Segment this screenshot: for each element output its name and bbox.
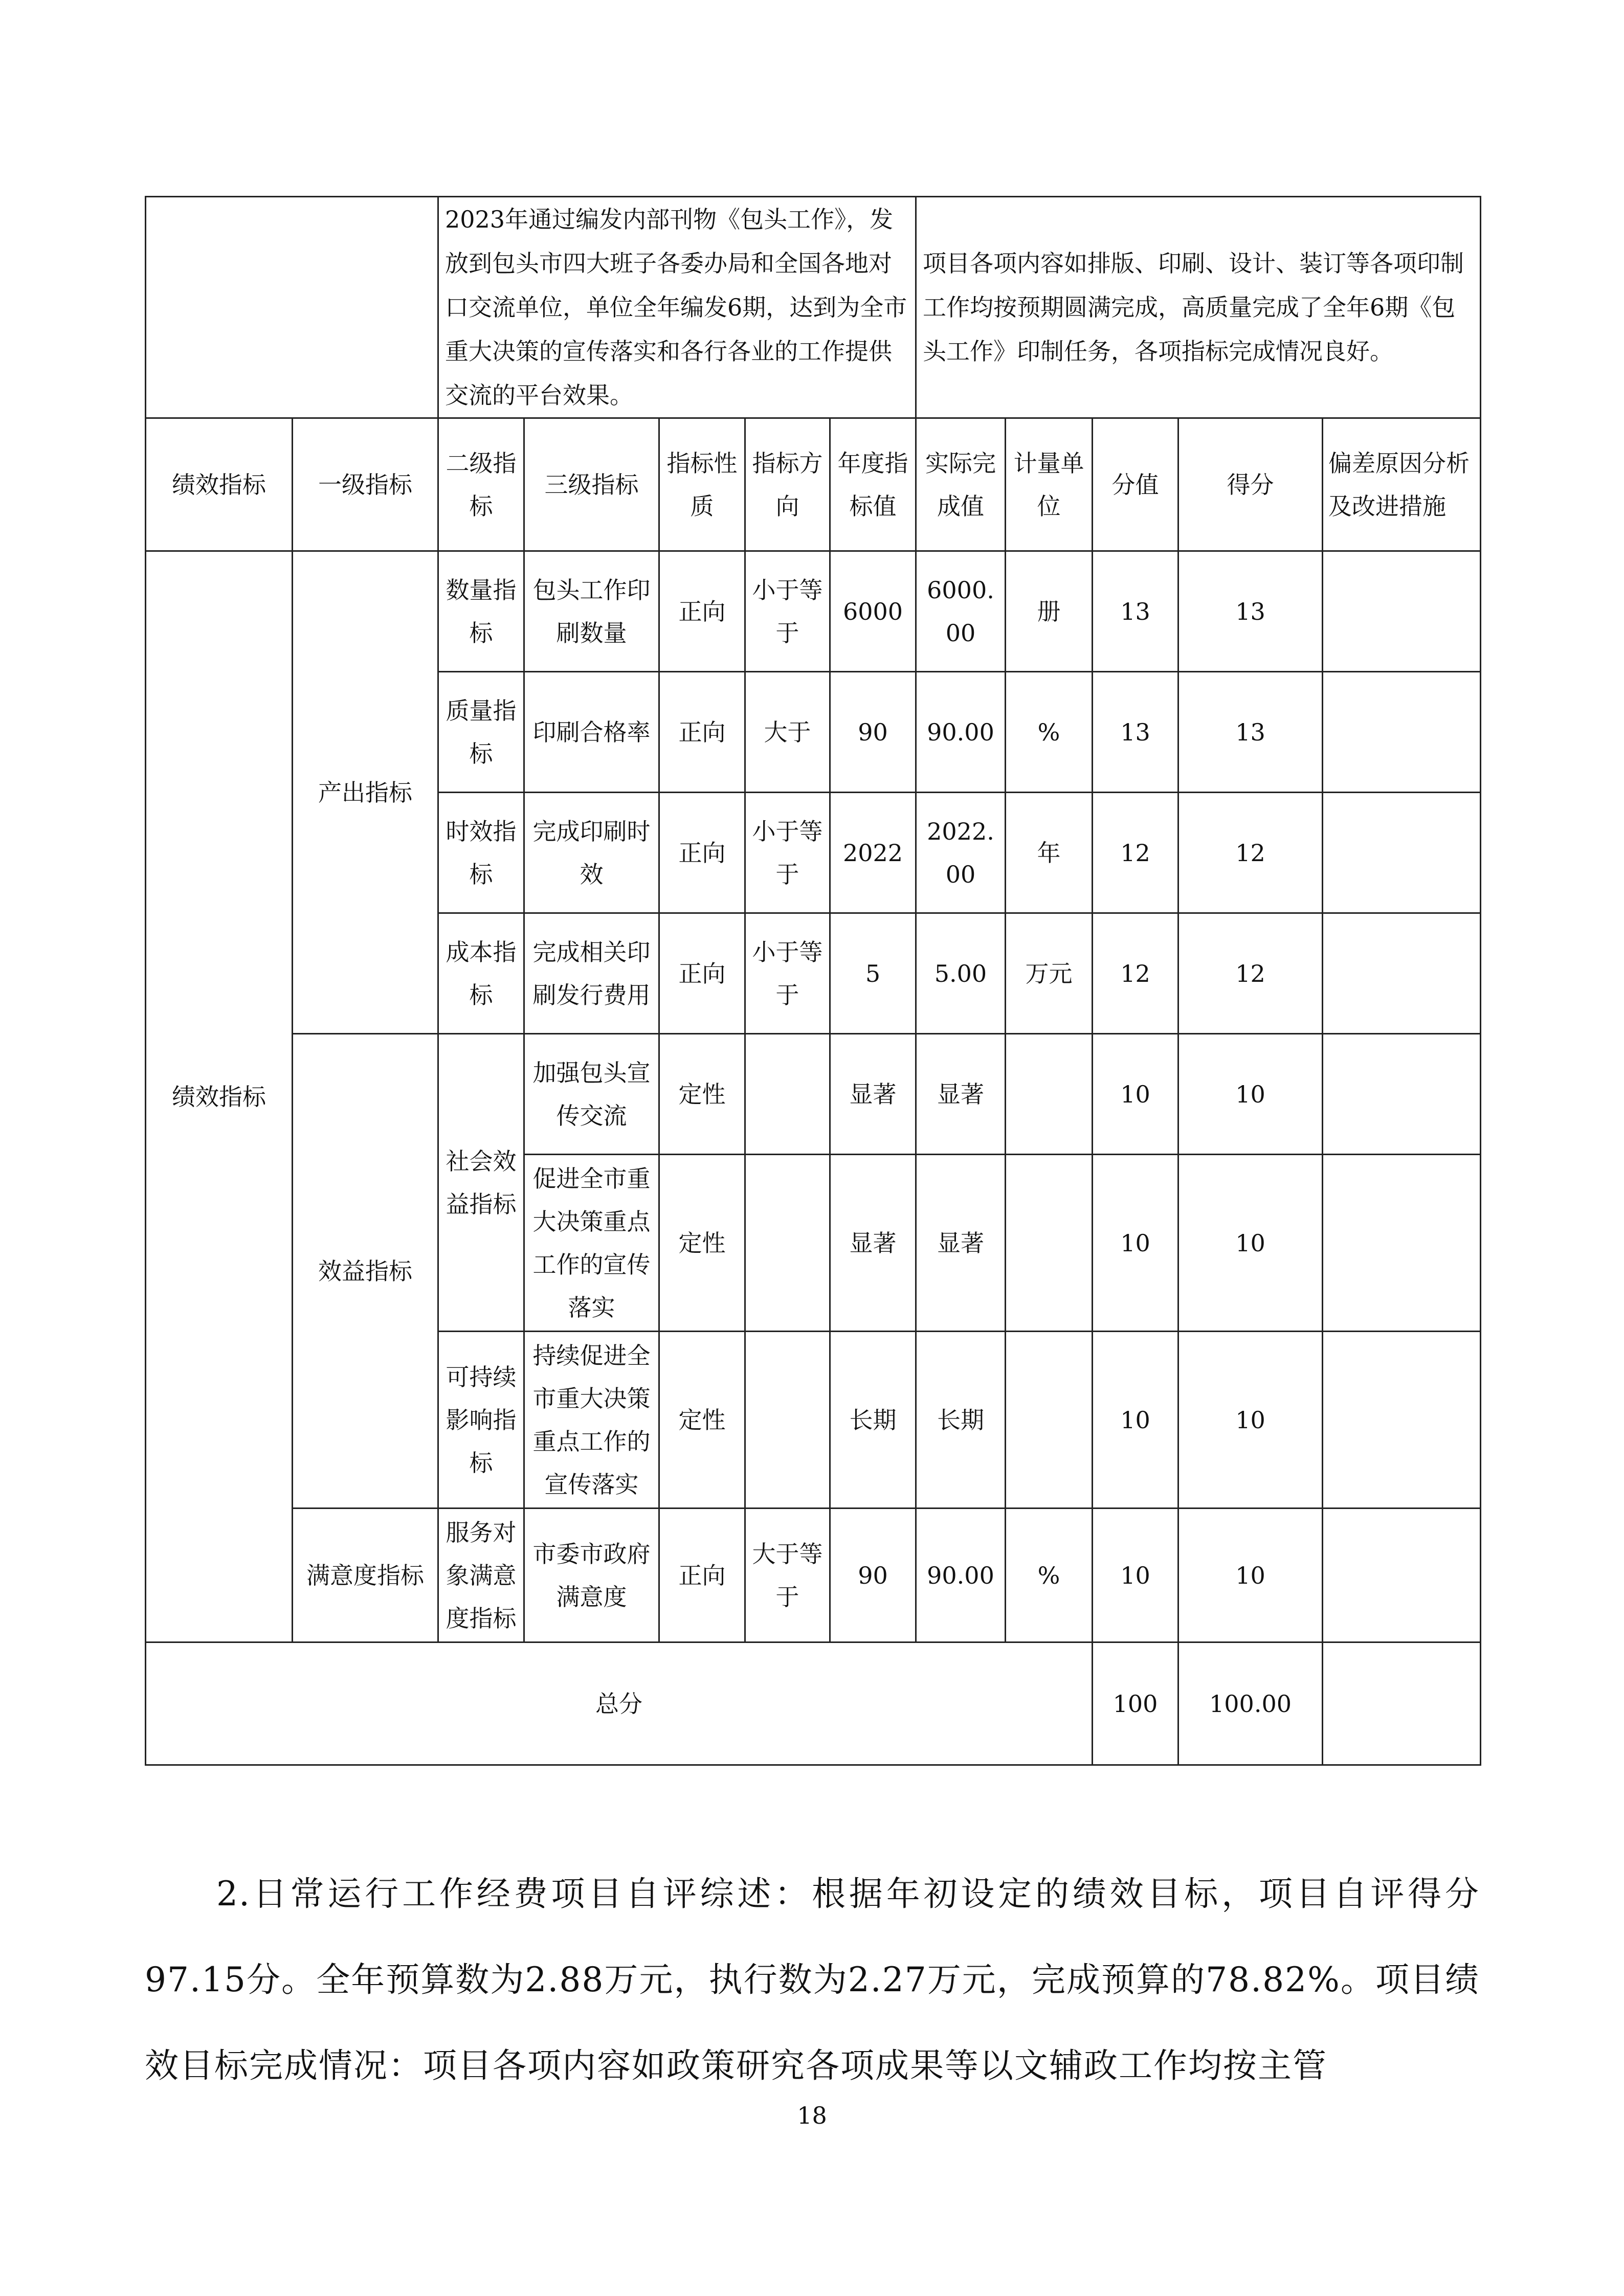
target-cell: 长期 [830, 1332, 916, 1509]
direction-cell [745, 1034, 830, 1155]
score-cell: 10 [1178, 1034, 1323, 1155]
target-cell: 90 [830, 1509, 916, 1642]
nature-cell: 正向 [659, 551, 745, 672]
category-cell: 绩效指标 [146, 551, 293, 1642]
target-cell: 6000 [830, 551, 916, 672]
level2-cell: 可持续影响指标 [438, 1332, 524, 1509]
header-cell: 计量单位 [1006, 418, 1093, 551]
target-cell: 90 [830, 672, 916, 793]
weight-cell: 10 [1093, 1509, 1178, 1642]
total-label: 总分 [146, 1642, 1093, 1765]
unit-cell: 万元 [1006, 913, 1093, 1034]
weight-cell: 10 [1093, 1155, 1178, 1332]
total-note [1323, 1642, 1481, 1765]
nature-cell: 定性 [659, 1155, 745, 1332]
level2-cell: 数量指标 [438, 551, 524, 672]
level3-cell: 促进全市重大决策重点工作的宣传落实 [524, 1155, 659, 1332]
header-cell: 实际完成值 [916, 418, 1006, 551]
goal-text: 2023年通过编发内部刊物《包头工作》，发放到包头市四大班子各委办局和全国各地对口交流单位，单位全年编发6期，达到为全市重大决策的宣传落实和各行各业的工作提供交流的平台效果。 [438, 197, 916, 418]
note-cell [1323, 1155, 1481, 1332]
note-cell [1323, 551, 1481, 672]
blank-cell [146, 197, 438, 418]
nature-cell: 正向 [659, 672, 745, 793]
total-score: 100.00 [1178, 1642, 1323, 1765]
direction-cell: 小于等于 [745, 913, 830, 1034]
unit-cell: 册 [1006, 551, 1093, 672]
header-cell: 偏差原因分析及改进措施 [1323, 418, 1481, 551]
page-number: 18 [797, 2102, 827, 2129]
actual-cell: 90.00 [916, 672, 1006, 793]
performance-table [145, 196, 1481, 1766]
score-cell: 12 [1178, 913, 1323, 1034]
direction-cell: 小于等于 [745, 793, 830, 913]
score-cell: 12 [1178, 793, 1323, 913]
level1-output: 产出指标 [293, 551, 438, 1034]
nature-cell: 正向 [659, 793, 745, 913]
target-cell: 显著 [830, 1155, 916, 1332]
weight-cell: 10 [1093, 1332, 1178, 1509]
score-cell: 13 [1178, 672, 1323, 793]
header-row [146, 418, 1481, 551]
table-row [146, 551, 1481, 672]
actual-cell: 5.00 [916, 913, 1006, 1034]
level3-cell: 印刷合格率 [524, 672, 659, 793]
header-cell: 指标性质 [659, 418, 745, 551]
note-cell [1323, 913, 1481, 1034]
unit-cell: % [1006, 1509, 1093, 1642]
direction-cell [745, 1332, 830, 1509]
total-row [146, 1642, 1481, 1765]
level3-cell: 完成印刷时效 [524, 793, 659, 913]
score-cell: 10 [1178, 1332, 1323, 1509]
unit-cell [1006, 1332, 1093, 1509]
note-cell [1323, 1034, 1481, 1155]
header-cell: 年度指标值 [830, 418, 916, 551]
nature-cell: 正向 [659, 1509, 745, 1642]
header-cell: 绩效指标 [146, 418, 293, 551]
level1-benefit: 效益指标 [293, 1034, 438, 1509]
goal-row [146, 197, 1481, 418]
actual-cell: 显著 [916, 1155, 1006, 1332]
level3-cell: 完成相关印刷发行费用 [524, 913, 659, 1034]
level3-cell: 包头工作印刷数量 [524, 551, 659, 672]
unit-cell: % [1006, 672, 1093, 793]
direction-cell: 大于 [745, 672, 830, 793]
level2-cell: 社会效益指标 [438, 1034, 524, 1332]
weight-cell: 12 [1093, 913, 1178, 1034]
level2-cell: 时效指标 [438, 793, 524, 913]
header-cell: 分值 [1093, 418, 1178, 551]
level2-cell: 质量指标 [438, 672, 524, 793]
total-weight: 100 [1093, 1642, 1178, 1765]
weight-cell: 13 [1093, 551, 1178, 672]
level1-satisfaction: 满意度指标 [293, 1509, 438, 1642]
table-row [146, 1509, 1481, 1642]
header-cell: 二级指标 [438, 418, 524, 551]
level3-cell: 加强包头宣传交流 [524, 1034, 659, 1155]
score-cell: 10 [1178, 1155, 1323, 1332]
target-cell: 2022 [830, 793, 916, 913]
target-cell: 显著 [830, 1034, 916, 1155]
actual-cell: 90.00 [916, 1509, 1006, 1642]
note-cell [1323, 793, 1481, 913]
note-cell [1323, 672, 1481, 793]
level2-cell: 成本指标 [438, 913, 524, 1034]
level3-cell: 市委市政府满意度 [524, 1509, 659, 1642]
nature-cell: 定性 [659, 1034, 745, 1155]
unit-cell [1006, 1034, 1093, 1155]
level2-cell: 服务对象满意度指标 [438, 1509, 524, 1642]
completion-text: 项目各项内容如排版、印刷、设计、装订等各项印制工作均按预期圆满完成，高质量完成了全年6期《包头工作》印制任务，各项指标完成情况良好。 [916, 197, 1481, 418]
table-row [146, 1034, 1481, 1155]
summary-paragraph: 2.日常运行工作经费项目自评综述：根据年初设定的绩效目标，项目自评得分97.15分。全年预算数为2.88万元，执行数为2.27万元，完成预算的78.82%。项目绩效目标完成情况：项目各项内容如政策研究各项成果等以文辅政工作均按主管 [145, 1874, 1480, 2085]
note-cell [1323, 1332, 1481, 1509]
unit-cell: 年 [1006, 793, 1093, 913]
actual-cell: 长期 [916, 1332, 1006, 1509]
direction-cell: 大于等于 [745, 1509, 830, 1642]
actual-cell: 2022.00 [916, 793, 1006, 913]
note-cell [1323, 1509, 1481, 1642]
actual-cell: 显著 [916, 1034, 1006, 1155]
nature-cell: 正向 [659, 913, 745, 1034]
level3-cell: 持续促进全市重大决策重点工作的宣传落实 [524, 1332, 659, 1509]
header-cell: 得分 [1178, 418, 1323, 551]
target-cell: 5 [830, 913, 916, 1034]
direction-cell: 小于等于 [745, 551, 830, 672]
weight-cell: 12 [1093, 793, 1178, 913]
unit-cell [1006, 1155, 1093, 1332]
score-cell: 13 [1178, 551, 1323, 672]
score-cell: 10 [1178, 1509, 1323, 1642]
weight-cell: 13 [1093, 672, 1178, 793]
actual-cell: 6000.00 [916, 551, 1006, 672]
weight-cell: 10 [1093, 1034, 1178, 1155]
header-cell: 指标方向 [745, 418, 830, 551]
nature-cell: 定性 [659, 1332, 745, 1509]
header-cell: 一级指标 [293, 418, 438, 551]
header-cell: 三级指标 [524, 418, 659, 551]
direction-cell [745, 1155, 830, 1332]
